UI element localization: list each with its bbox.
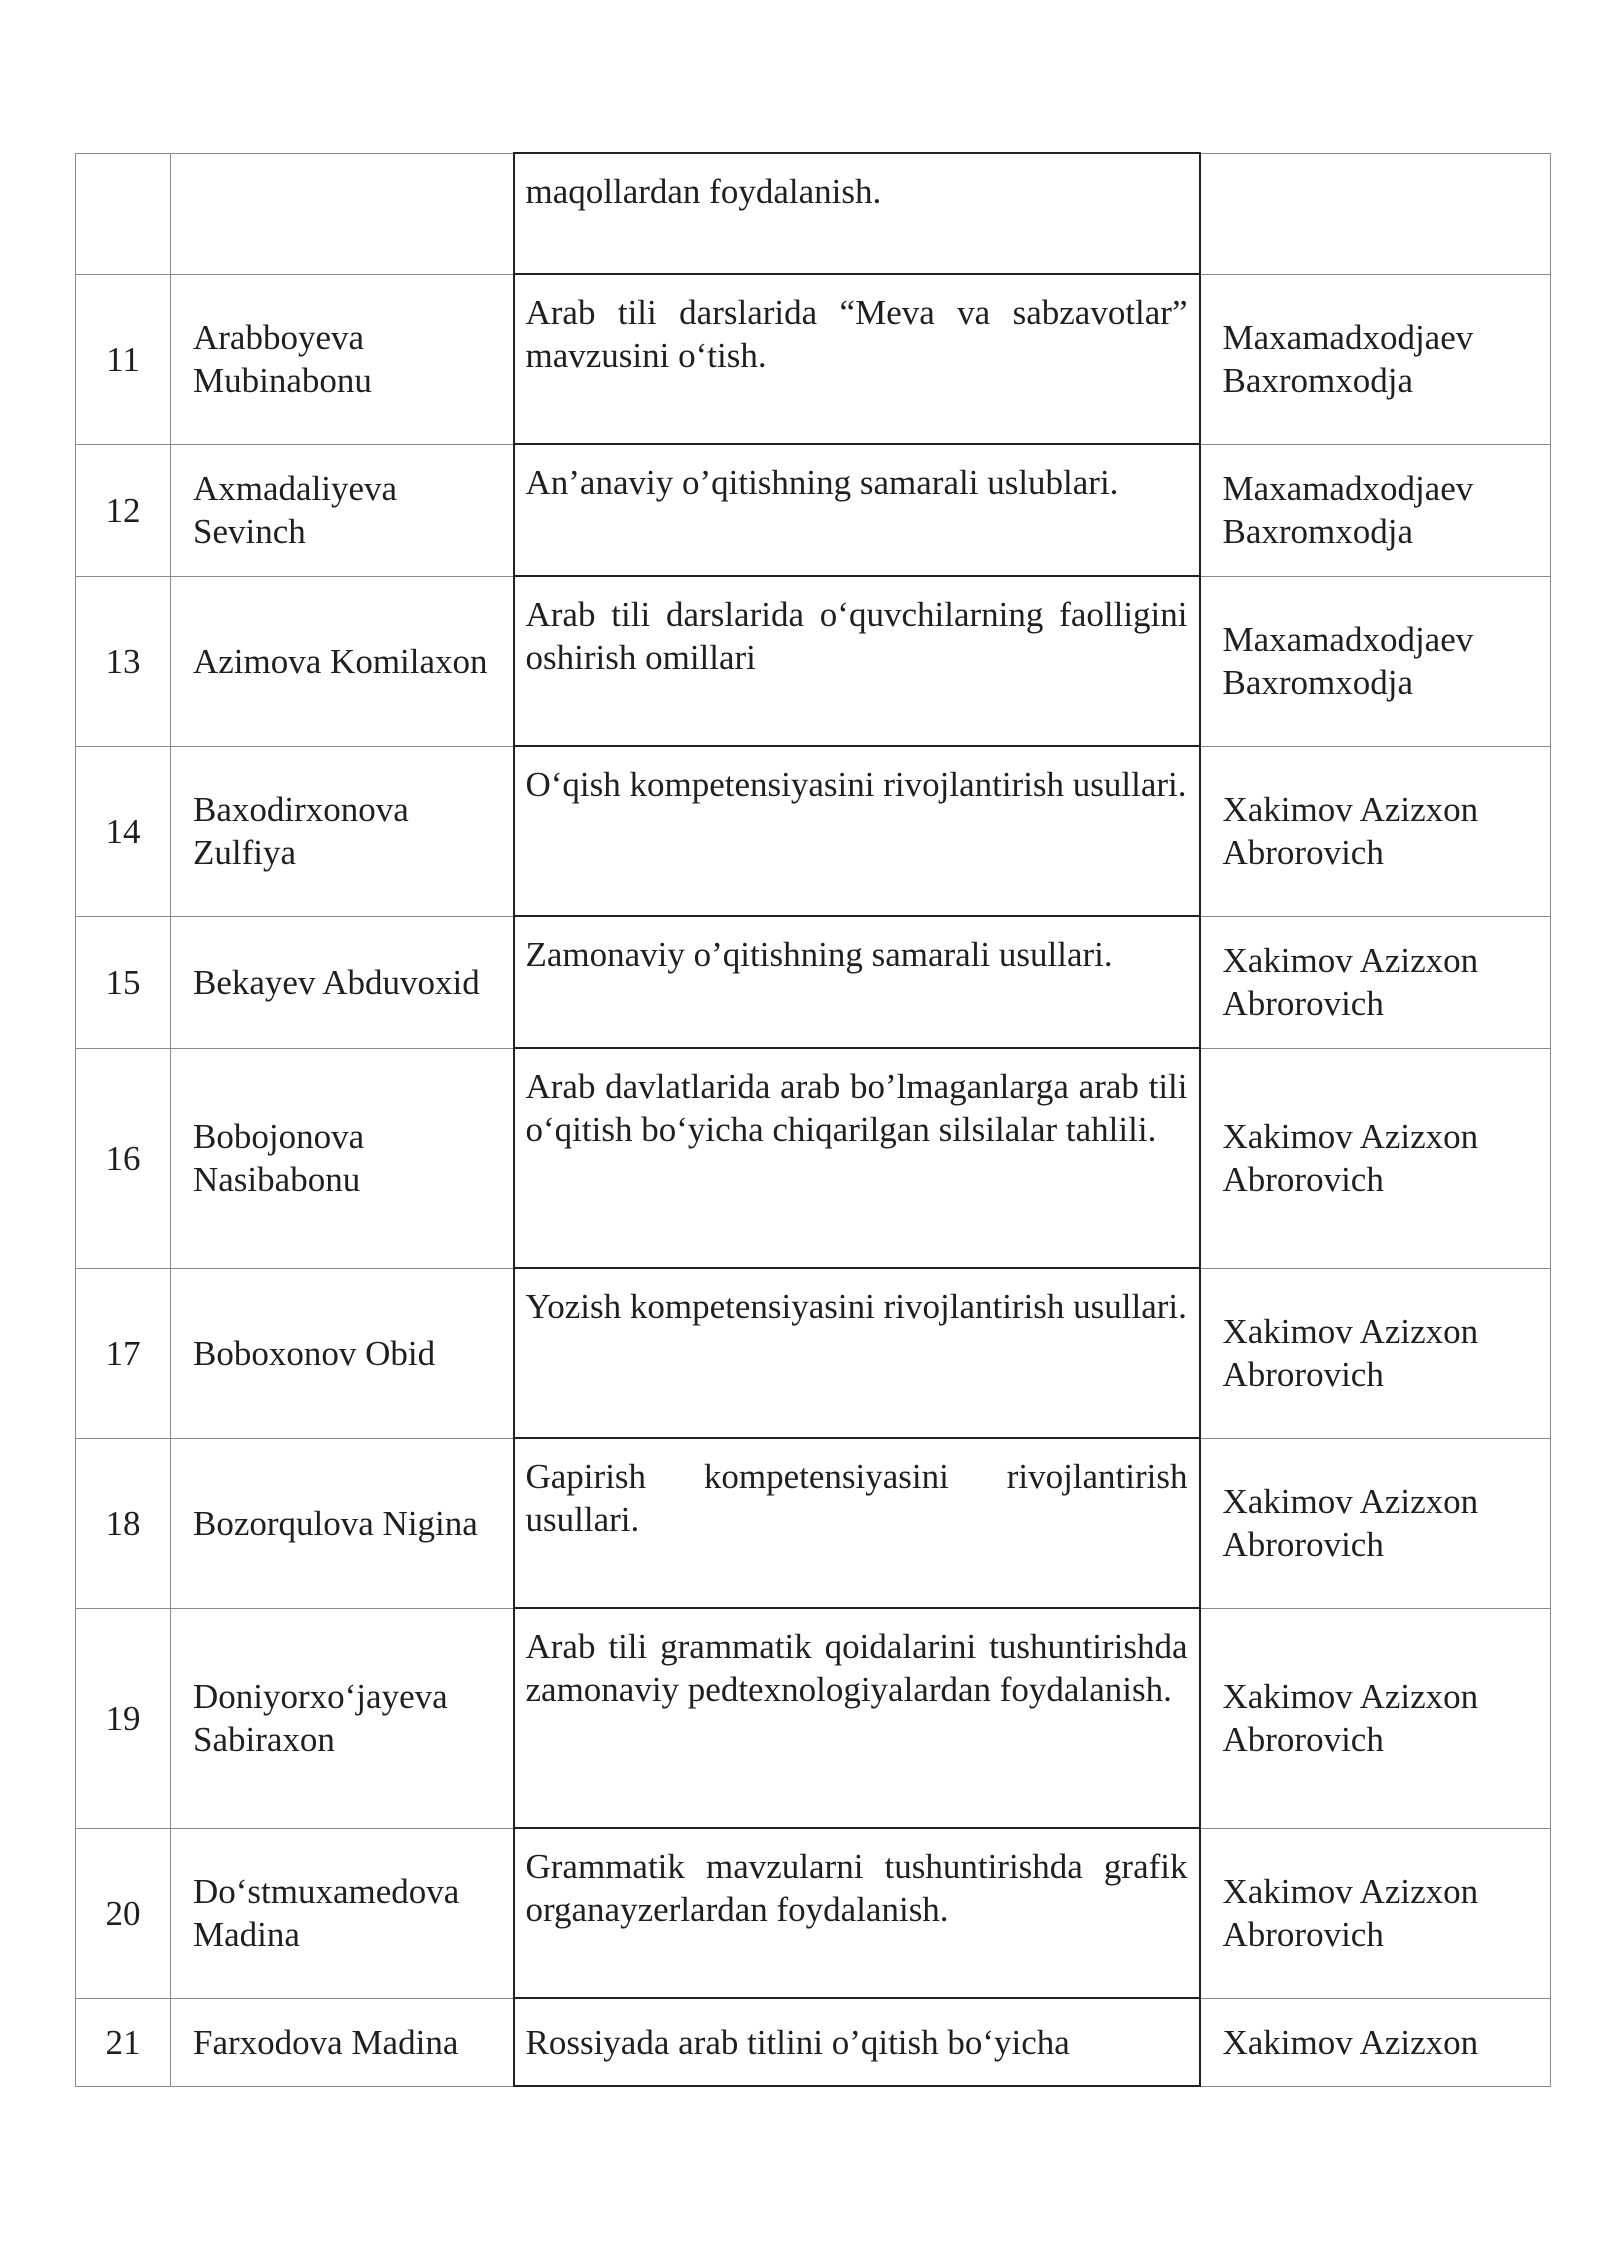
thesis-topic: Arab tili darslarida “Meva va sabzavotlar” mavzusini o‘tish.	[514, 274, 1200, 444]
table-row	[76, 153, 1551, 274]
supervisor-name: Xakimov Azizxon Abrorovich	[1200, 1268, 1551, 1438]
thesis-topic: Arab davlatlarida arab bo’lmaganlarga arab tili o‘qitish bo‘yicha chiqarilgan silsilalar tahlili.	[514, 1048, 1200, 1268]
supervisor-name: Maxamadxodjaev Baxromxodja	[1200, 444, 1551, 576]
student-name: Axmadaliyeva Sevinch	[171, 444, 514, 576]
thesis-topic: maqollardan foydalanish.	[514, 153, 1200, 274]
row-number	[76, 153, 171, 274]
row-number: 21	[76, 1998, 171, 2086]
table-row	[76, 1048, 1551, 1268]
supervisor-name: Xakimov Azizxon Abrorovich	[1200, 1828, 1551, 1998]
student-name: Azimova Komilaxon	[171, 576, 514, 746]
row-number: 19	[76, 1608, 171, 1828]
student-name: Doniyorxo‘jayeva Sabiraxon	[171, 1608, 514, 1828]
student-name: Bozorqulova Nigina	[171, 1438, 514, 1608]
row-number: 11	[76, 274, 171, 444]
table-row	[76, 1998, 1551, 2086]
row-number: 20	[76, 1828, 171, 1998]
table-row	[76, 576, 1551, 746]
student-name: Do‘stmuxamedova Madina	[171, 1828, 514, 1998]
theses-table	[75, 152, 1551, 2087]
supervisor-name: Xakimov Azizxon Abrorovich	[1200, 746, 1551, 916]
row-number: 14	[76, 746, 171, 916]
thesis-topic: Rossiyada arab titlini o’qitish bo‘yicha	[514, 1998, 1200, 2086]
thesis-topic: O‘qish kompetensiyasini rivojlantirish usullari.	[514, 746, 1200, 916]
table-row	[76, 1438, 1551, 1608]
thesis-topic: Gapirish kompetensiyasini rivojlantirish usullari.	[514, 1438, 1200, 1608]
table-row	[76, 1828, 1551, 1998]
table-row	[76, 746, 1551, 916]
student-name: Baxodirxonova Zulfiya	[171, 746, 514, 916]
supervisor-name: Xakimov Azizxon Abrorovich	[1200, 1608, 1551, 1828]
thesis-topic: An’anaviy o’qitishning samarali uslublari.	[514, 444, 1200, 576]
table-row	[76, 1268, 1551, 1438]
thesis-topic: Arab tili grammatik qoidalarini tushuntirishda zamonaviy pedtexnologiyalardan foydalanish.	[514, 1608, 1200, 1828]
supervisor-name: Xakimov Azizxon	[1200, 1998, 1551, 2086]
student-name	[171, 153, 514, 274]
row-number: 15	[76, 916, 171, 1048]
student-name: Boboxonov Obid	[171, 1268, 514, 1438]
thesis-topic: Zamonaviy o’qitishning samarali usullari.	[514, 916, 1200, 1048]
supervisor-name: Maxamadxodjaev Baxromxodja	[1200, 274, 1551, 444]
student-name: Arabboyeva Mubinabonu	[171, 274, 514, 444]
thesis-topic: Grammatik mavzularni tushuntirishda grafik organayzerlardan foydalanish.	[514, 1828, 1200, 1998]
thesis-topic: Arab tili darslarida o‘quvchilarning faolligini oshirish omillari	[514, 576, 1200, 746]
table-row	[76, 274, 1551, 444]
supervisor-name: Xakimov Azizxon Abrorovich	[1200, 916, 1551, 1048]
thesis-topic: Yozish kompetensiyasini rivojlantirish usullari.	[514, 1268, 1200, 1438]
row-number: 12	[76, 444, 171, 576]
table-row	[76, 916, 1551, 1048]
row-number: 18	[76, 1438, 171, 1608]
table-row	[76, 444, 1551, 576]
supervisor-name	[1200, 153, 1551, 274]
supervisor-name: Xakimov Azizxon Abrorovich	[1200, 1048, 1551, 1268]
supervisor-name: Xakimov Azizxon Abrorovich	[1200, 1438, 1551, 1608]
table-row	[76, 1608, 1551, 1828]
student-name: Bobojonova Nasibabonu	[171, 1048, 514, 1268]
supervisor-name: Maxamadxodjaev Baxromxodja	[1200, 576, 1551, 746]
row-number: 16	[76, 1048, 171, 1268]
student-name: Bekayev Abduvoxid	[171, 916, 514, 1048]
student-name: Farxodova Madina	[171, 1998, 514, 2086]
row-number: 17	[76, 1268, 171, 1438]
row-number: 13	[76, 576, 171, 746]
